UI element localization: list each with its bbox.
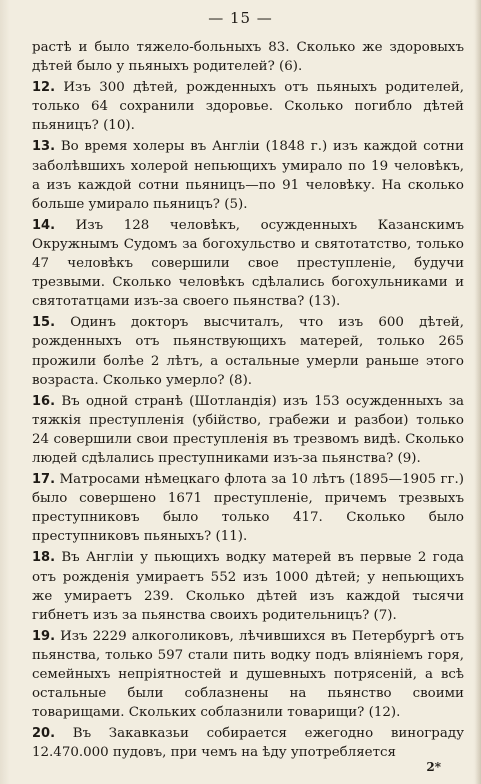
paragraph-continuation [32, 38, 464, 76]
problem-text: Одинъ докторъ высчиталъ, что изъ 600 дѣтей, рожденныхъ отъ пьянствующихъ матерей, только 265 прожили болѣе 2 лѣтъ, а остальные умерли раньше этого возраста. Сколько умерло? (8). [32, 315, 464, 388]
printer-signature-mark: 2* [426, 760, 441, 774]
problem-13 [32, 137, 464, 213]
problem-text: Въ Закавказьи собирается ежегодно винограду 12.470.000 пудовъ, при чемъ на ѣду употребляется [32, 726, 464, 761]
problem-number: 12. [32, 80, 56, 96]
problem-17 [32, 470, 464, 546]
problem-text: Изъ 300 дѣтей, рожденныхъ отъ пьяныхъ родителей, только 64 сохранили здоровье. Сколько погибло дѣтей пьяницъ? (10). [32, 80, 465, 134]
page-body [32, 38, 464, 764]
problem-number: 18. [32, 550, 56, 566]
problem-text: Изъ 2229 алкоголиковъ, лѣчившихся въ Петербургѣ отъ пьянства, только 597 стали пить водку подъ вліяніемъ горя, семейныхъ непріятностей и душевныхъ потрясеній, а всѣ остальные были соблазнены на пьянство своими товарищами. Скольких соблазнили товарищи? (12). [32, 628, 464, 721]
problem-number: 15. [32, 315, 56, 331]
problem-text: Въ Англіи у пьющихъ водку матерей въ первые 2 года отъ рожденія умираетъ 552 изъ 1000 дѣтей; у непьющихъ же умираетъ 239. Сколько дѣтей изъ каждой тысячи гибнетъ изъ за пьянства своихъ родительницъ? (7). [32, 550, 464, 623]
problem-12 [32, 78, 464, 135]
page-edge-shadow [475, 0, 481, 784]
problem-20 [32, 724, 464, 762]
paragraph-text: растѣ и было тяжело-больныхъ 83. Сколько же здоровыхъ дѣтей было у пьяныхъ родителей? (6). [32, 40, 464, 75]
problem-text: Изъ 128 человѣкъ, осужденныхъ Казанскимъ Окружнымъ Судомъ за богохульство и святотатство, только 47 человѣкъ совершили свое преступленіе, будучи трезвыми. Сколько человѣкъ сдѣлались богохульниками и святотатцами изъ-за своего пьянства? (13). [32, 217, 464, 310]
page-number: — 15 — [208, 9, 273, 27]
problem-number: 17. [32, 472, 56, 488]
problem-text: Въ одной странѣ (Шотландія) изъ 153 осужденныхъ за тяжкія преступленія (убійство, грабежи и разбои) только 24 совершили свои преступленія въ трезвомъ видѣ. Сколько людей сдѣлались преступниками изъ-за пьянства? (9). [32, 393, 464, 466]
problem-text: Во время холеры въ Англіи (1848 г.) изъ каждой сотни заболѣвшихъ холерой непьющихъ умирало по 19 человѣкъ, а изъ каждой сотни пьяницъ—по 91 человѣку. На сколько больше умирало пьяницъ? (5). [32, 139, 464, 212]
problem-18 [32, 548, 464, 624]
problem-number: 16. [32, 393, 56, 409]
problem-15 [32, 313, 464, 389]
problem-text: Матросами нѣмецкаго флота за 10 лѣтъ (1895—1905 гг.) было совершено 1671 преступленіе, причемъ трезвыхъ преступниковъ было только 417. Сколько было преступниковъ пьяныхъ? (11). [32, 472, 464, 545]
problem-16 [32, 392, 464, 468]
problem-number: 13. [32, 139, 56, 155]
problem-number: 20. [32, 726, 56, 742]
problem-19 [32, 627, 464, 722]
problem-14 [32, 216, 464, 311]
problem-number: 14. [32, 217, 56, 233]
problem-number: 19. [32, 628, 56, 644]
